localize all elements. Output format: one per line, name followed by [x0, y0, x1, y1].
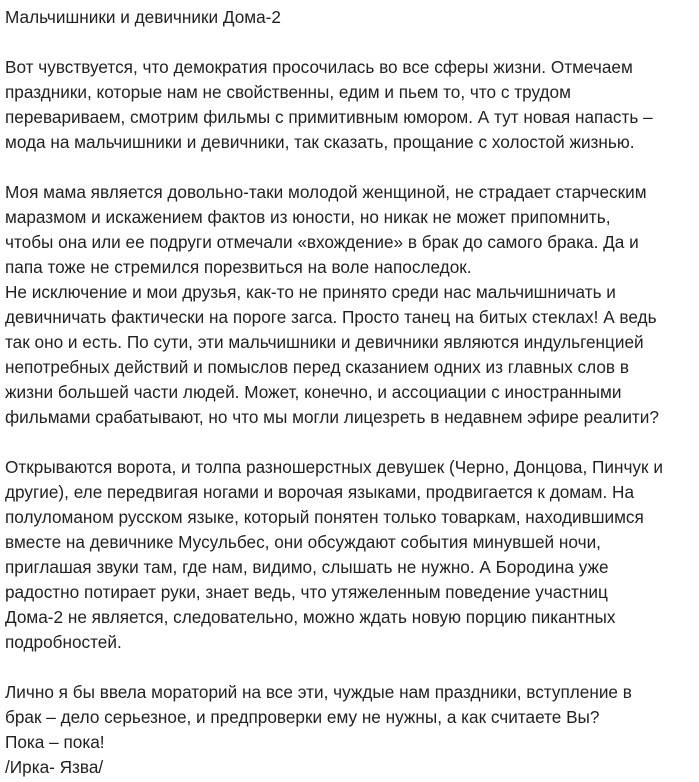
text-line: фильмами срабатывают, но что мы могли лицезреть в недавнем эфире реалити?	[5, 407, 659, 427]
text-line: другие), еле передвигая ногами и ворочая языками, продвигается к домам. На	[5, 482, 635, 502]
spacer	[5, 430, 699, 455]
paragraph-friends	[5, 280, 699, 430]
spacer	[5, 655, 699, 680]
closing-line: Пока – пока!	[5, 732, 105, 752]
paragraph-reality	[5, 455, 699, 655]
paragraph-mother	[5, 180, 699, 280]
text-line: мода на мальчишники и девичники, так сказать, прощание с холостой жизнью.	[5, 132, 635, 152]
text-line: перевариваем, смотрим фильмы с примитивным юмором. А тут новая напасть –	[5, 107, 653, 127]
text-line: Лично я бы ввела мораторий на все эти, чуждые нам праздники, вступление в	[5, 682, 632, 702]
text-line: чтобы она или ее подруги отмечали «вхождение» в брак до самого брака. Да и	[5, 232, 639, 252]
text-line: Вот чувствуется, что демократия просочилась во все сферы жизни. Отмечаем	[5, 57, 633, 77]
text-line: брак – дело серьезное, и предпроверки ему не нужны, а как считаете Вы?	[5, 707, 600, 727]
text-line: радостно потирает руки, знает ведь, что утяжеленным поведение участниц	[5, 582, 608, 602]
text-line: Дома-2 не является, следовательно, можно ждать новую порцию пикантных	[5, 607, 616, 627]
text-line: вместе на девичнике Мусульбес, они обсуждают события минувшей ночи,	[5, 532, 601, 552]
spacer	[5, 30, 699, 55]
text-line: девичничать фактически на пороге загса. Просто танец на битых стеклах! А ведь	[5, 307, 657, 327]
paragraph-conclusion	[5, 680, 699, 780]
text-line: приглашая звуки там, где нам, видимо, слышать не нужно. А Бородина уже	[5, 557, 609, 577]
signature: /Ирка- Язва/	[5, 757, 104, 777]
text-line: жизни большей части людей. Может, конечно, и ассоциации с иностранными	[5, 382, 622, 402]
paragraph-intro	[5, 55, 699, 155]
text-line: Моя мама является довольно-таки молодой женщиной, не страдает старческим	[5, 182, 647, 202]
spacer	[5, 155, 699, 180]
text-line: подробностей.	[5, 632, 122, 652]
text-line: непотребных действий и помыслов перед сказанием одних из главных слов в	[5, 357, 629, 377]
text-line: маразмом и искажением фактов из юности, но никак не может припомнить,	[5, 207, 611, 227]
text-line: Открываются ворота, и толпа разношерстных девушек (Черно, Донцова, Пинчук и	[5, 457, 663, 477]
text-line: Не исключение и мои друзья, как-то не принято среди нас мальчишничать и	[5, 282, 616, 302]
text-line: так оно и есть. По сути, эти мальчишники и девичники являются индульгенцией	[5, 332, 644, 352]
text-line: папа тоже не стремился порезвиться на воле напоследок.	[5, 257, 472, 277]
article-title: Мальчишники и девичники Дома-2	[5, 7, 281, 27]
text-line: полуломаном русском языке, который понятен только товаркам, находившимся	[5, 507, 644, 527]
text-line: праздники, которые нам не свойственны, едим и пьем то, что с трудом	[5, 82, 571, 102]
